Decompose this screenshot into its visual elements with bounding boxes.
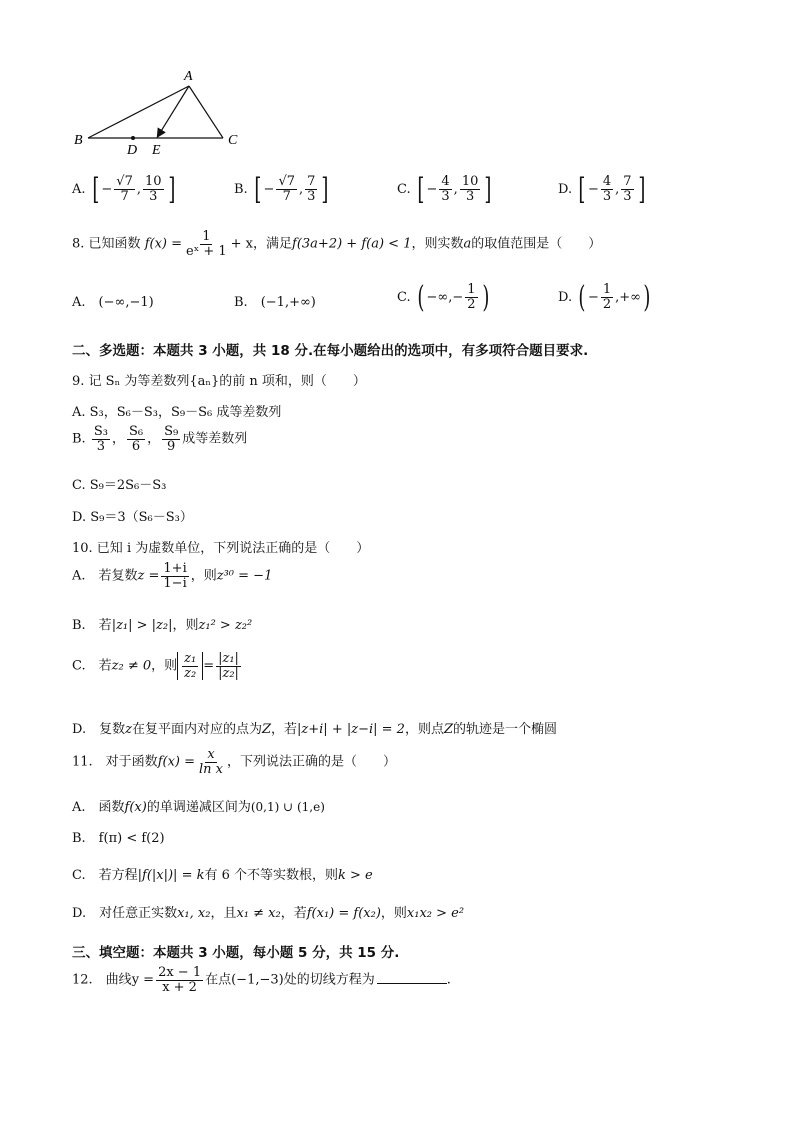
label-e: E <box>152 143 161 158</box>
point-d <box>131 136 135 140</box>
q10-option-c[interactable]: C. 若z₂ ≠ 0，则 $\frac{\text{z₁}}{\text{z₂}}$ = $\frac{\text{|z₁|}}{\text{|z₂|}}$ <box>72 651 239 681</box>
q9-option-c[interactable]: C. S₉＝2S₆－S₃ <box>72 478 167 493</box>
q9-option-b[interactable]: B. $\frac{\text{S₃}}{3}$ ， $\frac{\text{S₆}}{6}$ ， $\frac{\text{S₉}}{9}$ 成等差数列 <box>72 424 248 454</box>
q8-stem: 8. 已知函数 f(x) = $\frac{1}{\text{eˣ + 1}}$ + x，满足f(3a+2) + f(a) < 1，则实数a的取值范围是（ ） <box>72 229 602 259</box>
q7-option-b[interactable]: B. [ − $\frac{√7}{7}$ , $\frac{7}{3}$ ] <box>234 172 329 207</box>
q11-option-b[interactable]: B. f(π) < f(2) <box>72 831 165 846</box>
q7-option-d[interactable]: D. [ − $\frac{4}{3}$ , $\frac{7}{3}$ ] <box>558 172 645 207</box>
label-d: D <box>127 143 138 158</box>
triangle-side-ac <box>189 86 223 138</box>
q11-stem: 11. 对于函数f(x) = $\frac{x}{\text{ln x}}$ ，下列说法正确的是（ ） <box>72 747 397 777</box>
section-3-title: 三、填空题：本题共 3 小题，每小题 5 分，共 15 分. <box>72 945 400 961</box>
q10-option-d[interactable]: D. 复数z在复平面内对应的点为Z，若|z+i| + |z−i| = 2，则点Z的轨迹是一个椭圆 <box>72 722 558 737</box>
label-c: C <box>228 133 238 148</box>
q8-option-b[interactable]: B. (−1,+∞) <box>234 295 316 310</box>
q7-option-a[interactable]: A. [ − $\frac{√7}{7}$ , $\frac{10}{3}$ ] <box>72 172 175 207</box>
q7-option-c[interactable]: C. [ − $\frac{4}{3}$ , $\frac{10}{3}$ ] <box>397 172 492 207</box>
q8-option-c[interactable]: C. ( −∞,− $\frac{1}{2}$ ) <box>397 280 489 315</box>
q12-answer-blank[interactable] <box>377 983 447 984</box>
q11-option-d[interactable]: D. 对任意正实数x₁, x₂，且x₁ ≠ x₂，若f(x₁) = f(x₂)，则x₁x₂ > e² <box>72 906 465 921</box>
q9-stem: 9. 记 Sₙ 为等差数列{aₙ}的前 n 项和，则（ ） <box>72 374 366 389</box>
q12-stem: 12. 曲线y = $\frac{2x - 1}{x + 2}$ 在点(−1,−3)处的切线方程为 . <box>72 965 451 995</box>
q9-option-d[interactable]: D. S₉＝3（S₆－S₃） <box>72 510 193 525</box>
label-b: B <box>74 133 83 148</box>
triangle-side-ab <box>88 86 189 138</box>
q9-option-a[interactable]: A. S₃，S₆－S₃，S₉－S₆ 成等差数列 <box>72 405 282 420</box>
triangle-figure <box>70 66 260 158</box>
q10-stem: 10. 已知 i 为虚数单位，下列说法正确的是（ ） <box>72 541 370 556</box>
label-a: A <box>184 69 193 84</box>
q8-option-d[interactable]: D. ( − $\frac{1}{2}$ ,+∞) <box>558 280 651 315</box>
q11-option-a[interactable]: A. 函数f(x)的单调递减区间为(0,1) ∪ (1,e) <box>72 800 325 815</box>
q11-option-c[interactable]: C. 若方程|f(|x|)| = k有 6 个不等实数根，则k > e <box>72 868 373 883</box>
q10-option-b[interactable]: B. 若|z₁| > |z₂|，则z₁² > z₂² <box>72 618 253 633</box>
q10-option-a[interactable]: A. 若复数z = $\frac{1+i}{1-i}$ ，则z³⁰ = −1 <box>72 561 273 591</box>
section-2-title: 二、多选题：本题共 3 小题，共 18 分.在每小题给出的选项中，有多项符合题目要求. <box>72 343 589 359</box>
q8-option-a[interactable]: A. (−∞,−1) <box>72 295 154 310</box>
